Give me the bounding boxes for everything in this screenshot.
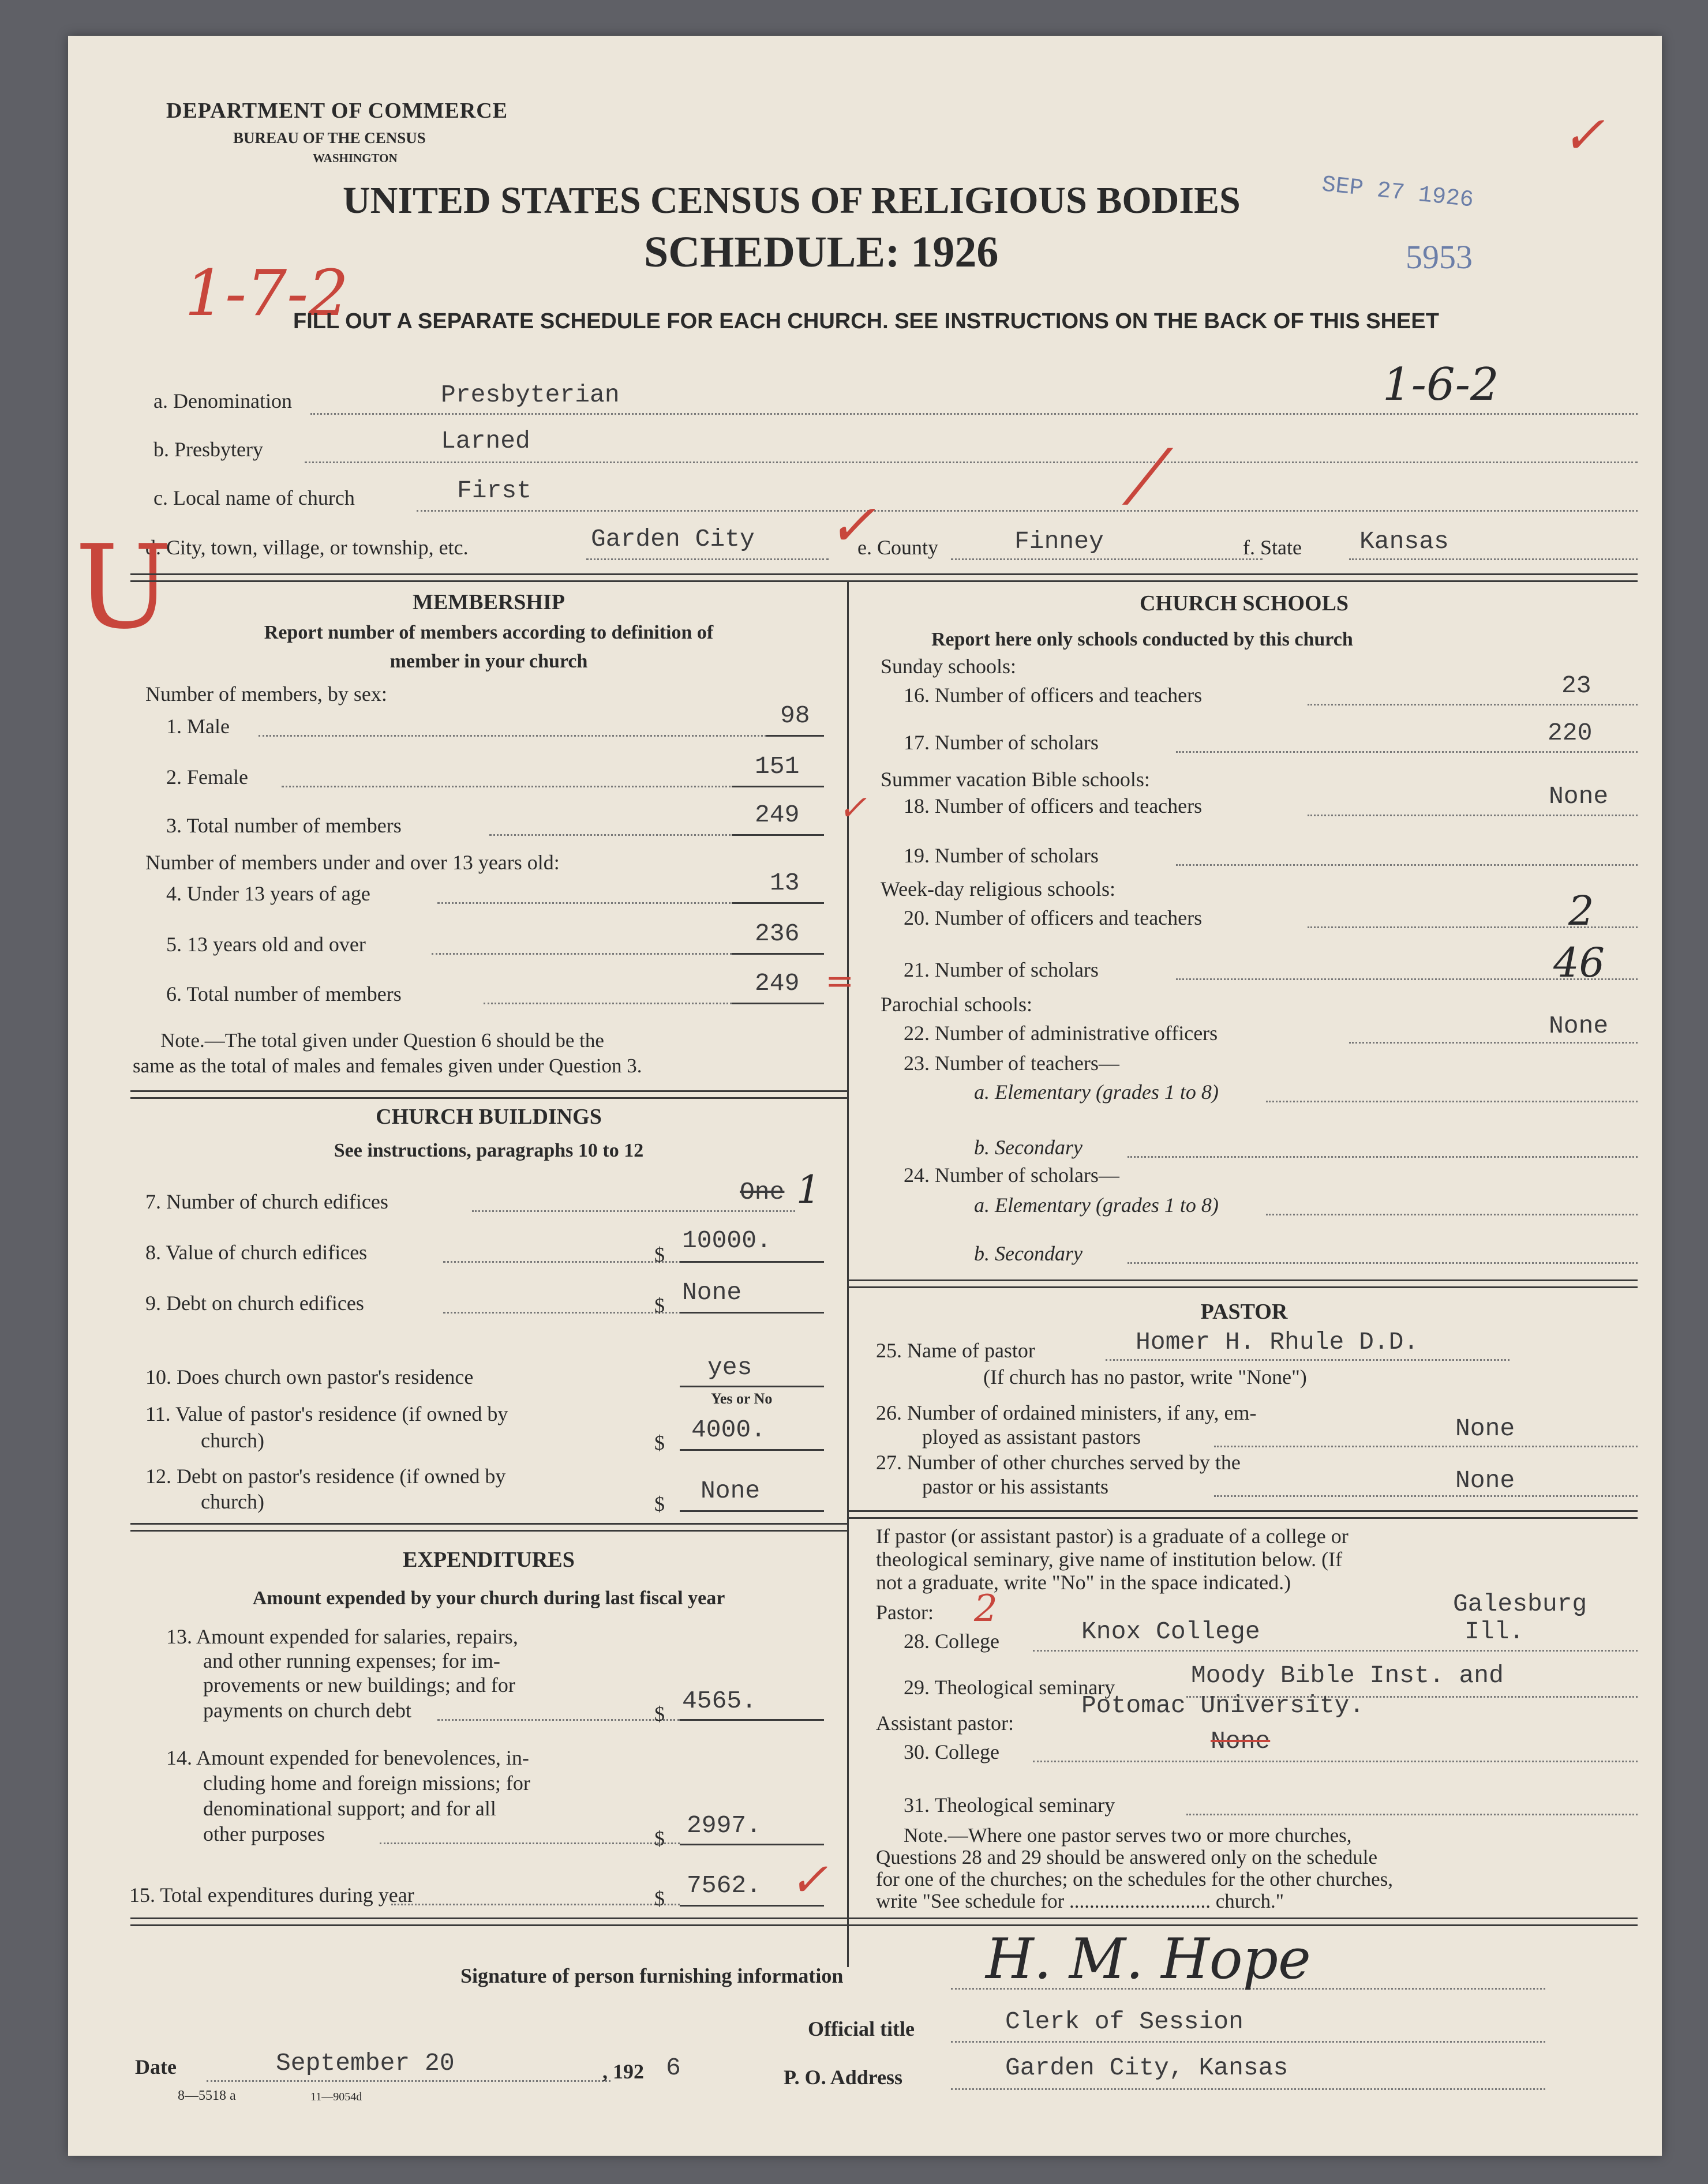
q24a-label: a. Elementary (grades 1 to 8) <box>974 1194 1219 1217</box>
q21-value[interactable]: 46 <box>1553 939 1605 986</box>
q13-dollar: $ <box>654 1702 665 1725</box>
q29-value-line-2[interactable]: Potomac University. <box>1081 1691 1365 1720</box>
po-address-label: P. O. Address <box>784 2066 903 2089</box>
schedule-year: SCHEDULE: 1926 <box>644 228 999 276</box>
membership-note-1: Note.—The total given under Question 6 should be the <box>160 1029 604 1052</box>
q11-dollar: $ <box>654 1431 665 1454</box>
stamp-number: 5953 <box>1406 238 1473 276</box>
denomination-value[interactable]: Presbyterian <box>441 381 620 409</box>
q20-label: 20. Number of officers and teachers <box>904 906 1203 929</box>
q13-label-4: payments on church debt <box>203 1699 411 1722</box>
q2-value[interactable]: 151 <box>755 752 800 780</box>
q25-hint: (If church has no pastor, write "None") <box>983 1365 1307 1389</box>
expenditures-subheading: Amount expended by your church during last fiscal year <box>252 1588 725 1609</box>
q14-value[interactable]: 2997. <box>687 1811 762 1840</box>
members-by-age-label: Number of members under and over 13 years old: <box>145 851 560 874</box>
q24-label: 24. Number of scholars— <box>904 1164 1119 1187</box>
official-title-label: Official title <box>808 2017 915 2040</box>
q6-label: 6. Total number of members <box>166 982 402 1005</box>
pastor-red-mark: 2 <box>974 1588 998 1630</box>
city-value[interactable]: Garden City <box>591 525 755 553</box>
q7-value[interactable]: One <box>740 1178 785 1206</box>
q24b-label: b. Secondary <box>974 1242 1083 1265</box>
pastor-note-1: Note.—Where one pastor serves two or more churches, <box>904 1824 1352 1847</box>
schools-heading: CHURCH SCHOOLS <box>1139 591 1349 616</box>
q11-label-1: 11. Value of pastor's residence (if owned by <box>145 1402 508 1425</box>
q10-label: 10. Does church own pastor's residence <box>145 1365 474 1389</box>
schools-intro: Report here only schools conducted by this church <box>931 629 1353 650</box>
code-right: 1-6-2 <box>1383 359 1499 411</box>
q14-dollar: $ <box>654 1827 665 1850</box>
census-schedule-sheet <box>68 36 1662 2156</box>
q15-dollar: $ <box>654 1887 665 1910</box>
q1-value[interactable]: 98 <box>780 701 810 730</box>
official-title-value[interactable]: Clerk of Session <box>1005 2007 1243 2036</box>
q25-label: 25. Name of pastor <box>876 1339 1035 1362</box>
q30-value[interactable]: None <box>1211 1727 1271 1755</box>
q29-value-line-1[interactable]: Moody Bible Inst. and <box>1191 1661 1504 1690</box>
q2-label: 2. Female <box>166 765 248 789</box>
pastor-heading: PASTOR <box>1200 1300 1288 1324</box>
q12-dollar: $ <box>654 1492 665 1515</box>
q5-value[interactable]: 236 <box>755 920 800 948</box>
q11-value[interactable]: 4000. <box>691 1416 766 1444</box>
q22-label: 22. Number of administrative officers <box>904 1022 1218 1045</box>
q15-value[interactable]: 7562. <box>687 1871 762 1900</box>
parochial-schools-label: Parochial schools: <box>881 993 1032 1016</box>
date-label: Date <box>135 2055 177 2078</box>
q17-label: 17. Number of scholars <box>904 731 1099 754</box>
q26-label-2: ployed as assistant pastors <box>922 1425 1141 1449</box>
form-title: UNITED STATES CENSUS OF RELIGIOUS BODIES <box>343 179 1241 222</box>
q8-value[interactable]: 10000. <box>682 1226 771 1255</box>
q9-label: 9. Debt on church edifices <box>145 1292 364 1315</box>
graduate-instruction-2: theological seminary, give name of institution below. (If <box>876 1548 1343 1571</box>
weekday-schools-label: Week-day religious schools: <box>881 877 1116 900</box>
check-mark-top-right: ✓ <box>1561 105 1605 166</box>
denomination-label: a. Denomination <box>153 389 292 412</box>
q27-label-2: pastor or his assistants <box>922 1475 1108 1498</box>
q12-value[interactable]: None <box>701 1477 761 1505</box>
q10-value[interactable]: yes <box>707 1353 752 1382</box>
po-address-value[interactable]: Garden City, Kansas <box>1005 2054 1289 2082</box>
date-value[interactable]: September 20 <box>276 2049 455 2077</box>
q4-value[interactable]: 13 <box>770 869 800 897</box>
check-mark-city: ✓ <box>827 491 876 559</box>
q25-value[interactable]: Homer H. Rhule D.D. <box>1136 1328 1419 1356</box>
buildings-subheading: See instructions, paragraphs 10 to 12 <box>334 1140 644 1161</box>
q7-label: 7. Number of church edifices <box>145 1190 388 1213</box>
q13-label-2: and other running expenses; for im- <box>203 1649 500 1672</box>
separate-schedule-instruction: FILL OUT A SEPARATE SCHEDULE FOR EACH CHURCH. SEE INSTRUCTIONS ON THE BACK OF THIS SHEET <box>293 309 1439 333</box>
q19-label: 19. Number of scholars <box>904 844 1099 867</box>
graduate-instruction-3: not a graduate, write "No" in the space indicated.) <box>876 1571 1291 1594</box>
check-mark-q15: ✓ <box>789 1853 829 1907</box>
check-mark-q3: ✓ <box>838 788 867 828</box>
pastor-label: Pastor: <box>876 1601 934 1624</box>
graduate-instruction-1: If pastor (or assistant pastor) is a graduate of a college or <box>876 1525 1349 1548</box>
signature: H. M. Hope <box>986 1927 1311 1991</box>
q23-label: 23. Number of teachers— <box>904 1052 1119 1075</box>
q28-value[interactable]: Knox College <box>1081 1618 1260 1646</box>
bureau-city: WASHINGTON <box>313 151 398 165</box>
department-name: DEPARTMENT OF COMMERCE <box>166 99 508 123</box>
year-digit[interactable]: 6 <box>666 2054 681 2082</box>
pastor-note-4: write "See schedule for ............................ church." <box>876 1890 1284 1912</box>
q14-label-3: denominational support; and for all <box>203 1797 496 1820</box>
assistant-pastor-label: Assistant pastor: <box>876 1712 1014 1735</box>
q30-label: 30. College <box>904 1740 999 1763</box>
city-label: d. City, town, village, or township, etc. <box>145 536 469 559</box>
q8-dollar: $ <box>654 1243 665 1266</box>
received-stamp: SEP 27 1926 <box>1320 172 1475 214</box>
q31-label: 31. Theological seminary <box>904 1793 1115 1817</box>
pastor-note-3: for one of the churches; on the schedules for the other churches, <box>876 1868 1394 1890</box>
q23b-label: b. Secondary <box>974 1136 1083 1159</box>
local-name-label: c. Local name of church <box>153 486 355 509</box>
membership-intro-1: Report number of members according to definition of <box>264 622 714 643</box>
q28-label: 28. College <box>904 1630 999 1653</box>
code-left: 1-7-2 <box>185 256 349 330</box>
q14-label-4: other purposes <box>203 1822 325 1845</box>
year-prefix: , 192 <box>602 2060 644 2083</box>
q4-label: 4. Under 13 years of age <box>166 882 370 905</box>
q9-value[interactable]: None <box>682 1278 742 1307</box>
signature-label: Signature of person furnishing information <box>460 1964 844 1987</box>
q15-label: 15. Total expenditures during year <box>129 1883 414 1907</box>
q21-label: 21. Number of scholars <box>904 958 1099 981</box>
q12-label-1: 12. Debt on pastor's residence (if owned by <box>145 1465 506 1488</box>
q1-label: 1. Male <box>166 715 230 738</box>
q29-label: 29. Theological seminary <box>904 1676 1115 1699</box>
expenditures-heading: EXPENDITURES <box>403 1548 575 1572</box>
state-label: f. State <box>1243 536 1302 559</box>
bureau-name: BUREAU OF THE CENSUS <box>233 129 426 147</box>
state-value[interactable]: Kansas <box>1359 527 1449 556</box>
q13-label-1: 13. Amount expended for salaries, repairs, <box>166 1625 518 1648</box>
summer-schools-label: Summer vacation Bible schools: <box>881 768 1150 791</box>
q13-value[interactable]: 4565. <box>682 1687 757 1715</box>
equals-mark-q6: = <box>825 961 855 1001</box>
q9-dollar: $ <box>654 1294 665 1317</box>
q20-value[interactable]: 2 <box>1568 887 1594 935</box>
q27-value[interactable]: None <box>1455 1466 1515 1495</box>
q16-label: 16. Number of officers and teachers <box>904 684 1203 707</box>
presbytery-value[interactable]: Larned <box>441 427 530 455</box>
print-number: 11—9054d <box>310 2091 362 2103</box>
q12-label-2: church) <box>201 1490 264 1513</box>
county-value[interactable]: Finney <box>1014 527 1104 556</box>
q6-value[interactable]: 249 <box>755 969 800 997</box>
q3-label: 3. Total number of members <box>166 814 402 837</box>
q11-label-2: church) <box>201 1429 264 1452</box>
pastor-note-2: Questions 28 and 29 should be answered only on the schedule <box>876 1846 1378 1868</box>
q14-label-2: cluding home and foreign missions; for <box>203 1772 530 1795</box>
q16-value[interactable]: 23 <box>1561 671 1591 700</box>
q3-value[interactable]: 249 <box>755 801 800 829</box>
red-mark-margin: U <box>75 520 173 655</box>
q18-value[interactable]: None <box>1549 782 1609 810</box>
presbytery-label: b. Presbytery <box>153 438 263 461</box>
check-mark-local: ⁄ <box>1141 434 1154 521</box>
form-number: 8—5518 a <box>178 2088 236 2103</box>
q28-state[interactable]: Ill. <box>1464 1618 1525 1646</box>
buildings-heading: CHURCH BUILDINGS <box>376 1105 602 1129</box>
membership-heading: MEMBERSHIP <box>413 590 565 614</box>
q7-handwritten-mark: 1 <box>796 1168 821 1212</box>
q13-label-3: provements or new buildings; and for <box>203 1673 515 1697</box>
local-name-value[interactable]: First <box>457 476 532 505</box>
q26-label-1: 26. Number of ordained ministers, if any, em- <box>876 1401 1257 1424</box>
q17-value[interactable]: 220 <box>1548 719 1593 747</box>
q5-label: 5. 13 years old and over <box>166 933 366 956</box>
membership-note-2: same as the total of males and females given under Question 3. <box>133 1055 642 1077</box>
q26-value[interactable]: None <box>1455 1414 1515 1443</box>
county-label: e. County <box>857 536 938 559</box>
q8-label: 8. Value of church edifices <box>145 1241 368 1264</box>
q23a-label: a. Elementary (grades 1 to 8) <box>974 1080 1219 1104</box>
sunday-schools-label: Sunday schools: <box>881 655 1017 678</box>
q28-place[interactable]: Galesburg <box>1453 1590 1587 1618</box>
members-by-sex-label: Number of members, by sex: <box>145 682 387 706</box>
q18-label: 18. Number of officers and teachers <box>904 794 1203 817</box>
q27-label-1: 27. Number of other churches served by the <box>876 1451 1241 1474</box>
q10-hint: Yes or No <box>711 1390 773 1407</box>
q14-label-1: 14. Amount expended for benevolences, in- <box>166 1746 529 1769</box>
q22-value[interactable]: None <box>1549 1012 1609 1040</box>
membership-intro-2: member in your church <box>389 651 588 672</box>
